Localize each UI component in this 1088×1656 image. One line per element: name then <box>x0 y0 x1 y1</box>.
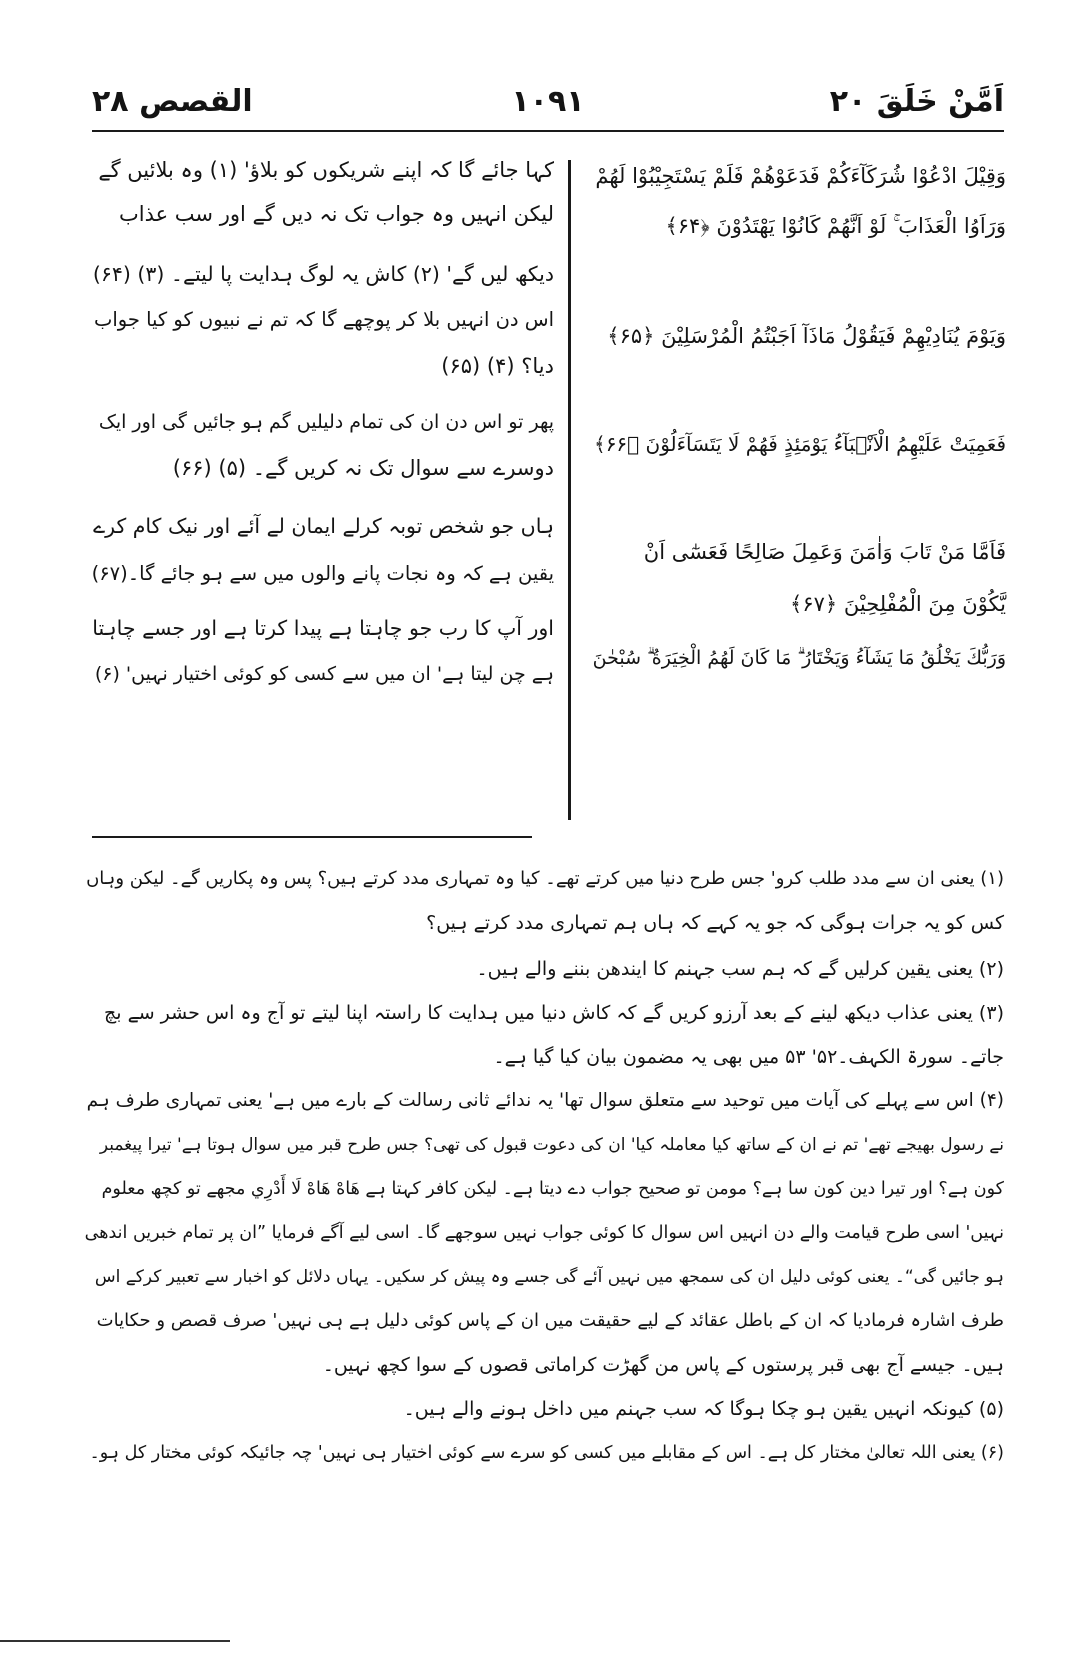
footnote-line: (۴) اس سے پہلے کی آیات میں توحید سے متعلق سوال تھا' یہ ندائے ثانی رسالت کے بارے میں ہے' یعنی تمہاری طرف ہم <box>86 1090 1004 1111</box>
arabic-verse-line: وَرَبُّكَ يَخْلُقُ مَا يَشَآءُ وَيَخْتَارُ ۗ مَا كَانَ لَهُمُ الْخِيَرَةُ ۗ سُبْحٰنَ <box>592 647 1006 669</box>
footnote-line: ہو جائیں گی“۔ یعنی کوئی دلیل ان کی سمجھ میں نہیں آئے گی جسے وہ پیش کر سکیں۔ یہاں دلائل کو اخبار سے تعبیر کرکے اس <box>94 1267 1004 1287</box>
footnote-line: (۳) یعنی عذاب دیکھ لینے کے بعد آرزو کریں گے کہ کاش دنیا میں ہدایت کا راستہ اپنا لیتے تو آج وہ اس حشر سے بچ <box>104 1002 1004 1024</box>
bottom-rule <box>0 1640 230 1642</box>
translation-line: دیکھ لیں گے' (۲) کاش یہ لوگ ہدایت پا لیتے۔ (۳) (۶۴) <box>92 262 554 286</box>
urdu-translation-column <box>92 150 554 750</box>
page-number: ۱۰۹۱ <box>511 84 585 119</box>
translation-line: دیا؟ (۴) (۶۵) <box>441 354 554 378</box>
footnote-line: (۱) یعنی ان سے مدد طلب کرو' جس طرح دنیا میں کرتے تھے۔ کیا وہ تمہاری مدد کرتے ہیں؟ پس وہ پکاریں گے۔ لیکن وہاں <box>86 868 1004 889</box>
footnote-line: کون ہے؟ اور تیرا دین کون سا ہے؟ مومن تو صحیح جواب دے دیتا ہے۔ لیکن کافر کہتا ہے هَاهْ هَاهْ لَا أَدْرِي مجھے تو کچھ معلوم <box>101 1179 1004 1199</box>
arabic-column <box>586 150 1006 730</box>
footnote-line: جاتے۔ سورۃ الکہف۔۵۲' ۵۳ میں بھی یہ مضمون بیان کیا گیا ہے۔ <box>493 1046 1004 1068</box>
arabic-verse-line: وَقِيْلَ ادْعُوْا شُرَكَآءَكُمْ فَدَعَوْهُمْ فَلَمْ يَسْتَجِيْبُوْا لَهُمْ <box>595 164 1006 188</box>
translation-line: ہے چن لیتا ہے' ان میں سے کسی کو کوئی اختیار نہیں' (۶) <box>94 663 554 685</box>
arabic-verse-line: فَعَمِيَتْ عَلَيْهِمُ الْاَنْۢبَآءُ يَوْمَئِذٍ فَهُمْ لَا يَتَسَآءَلُوْنَ ﴿۶۶﴾ <box>593 432 1006 456</box>
footnote-line: نہیں' اسی طرح قیامت والے دن انہیں اس سوال کا کوئی جواب نہیں سوجھے گا۔ اسی لیے آگے فرمایا ”ان پر تمام خبریں اندھی <box>84 1223 1004 1243</box>
arabic-verse-line: فَاَمَّا مَنْ تَابَ وَاٰمَنَ وَعَمِلَ صَالِحًا فَعَسٰٓى اَنْ <box>643 540 1006 564</box>
column-divider <box>568 160 571 820</box>
arabic-verse-line: يَّكُوْنَ مِنَ الْمُفْلِحِيْنَ ﴿۶۷﴾ <box>790 592 1006 616</box>
translation-line: ہاں جو شخص توبہ کرلے ایمان لے آئے اور نیک کام کرے <box>93 514 554 538</box>
para-title: اَمَّنْ خَلَقَ ۲۰ <box>829 84 1004 119</box>
footnote-line: (۵) کیونکہ انہیں یقین ہو چکا ہوگا کہ سب جہنم میں داخل ہونے والے ہیں۔ <box>403 1398 1004 1420</box>
footnote-line: نے رسول بھیجے تھے' تم نے ان کے ساتھ کیا معاملہ کیا' ان کی دعوت قبول کی تھی؟ جس طرح قبر میں سوال ہوتا ہے' تیرا پیغمبر <box>99 1135 1004 1155</box>
translation-line: کہا جائے گا کہ اپنے شریکوں کو بلاؤ' (۱) وہ بلائیں گے <box>98 158 554 182</box>
translation-line: لیکن انہیں وہ جواب تک نہ دیں گے اور سب عذاب <box>118 202 554 226</box>
translation-line: دوسرے سے سوال تک نہ کریں گے۔ (۵) (۶۶) <box>172 456 554 480</box>
footnote-separator <box>92 836 532 838</box>
footnote-line: (۲) یعنی یقین کرلیں گے کہ ہم سب جہنم کا ایندھن بننے والے ہیں۔ <box>476 958 1004 980</box>
footnotes <box>80 860 1004 1580</box>
translation-line: پھر تو اس دن ان کی تمام دلیلیں گم ہو جائیں گی اور ایک <box>98 411 554 433</box>
surah-title: القصص ۲۸ <box>92 84 253 119</box>
header-rule <box>92 130 1004 132</box>
translation-line: اور آپ کا رب جو چاہتا ہے پیدا کرتا ہے اور جسے چاہتا <box>92 616 554 640</box>
page-header <box>92 78 1004 128</box>
arabic-verse-line: وَيَوْمَ يُنَادِيْهِمْ فَيَقُوْلُ مَاذَآ اَجَبْتُمُ الْمُرْسَلِيْنَ ﴿۶۵﴾ <box>607 324 1006 348</box>
translation-line: اس دن انہیں بلا کر پوچھے گا کہ تم نے نبیوں کو کیا جواب <box>93 308 554 331</box>
footnote-line: کس کو یہ جرات ہوگی کہ جو یہ کہے کہ ہاں ہم تمہاری مدد کرتے ہیں؟ <box>426 912 1004 934</box>
translation-line: یقین ہے کہ وہ نجات پانے والوں میں سے ہو جائے گا۔(۶۷) <box>91 562 554 585</box>
arabic-verse-line: وَرَاَوُا الْعَذَابَ ۚ لَوْ اَنَّهُمْ كَانُوْا يَهْتَدُوْنَ ﴿۶۴﴾ <box>665 214 1006 238</box>
footnote-line: ہیں۔ جیسے آج بھی قبر پرستوں کے پاس من گھڑت کراماتی قصوں کے سوا کچھ نہیں۔ <box>322 1354 1004 1376</box>
footnote-line: (۶) یعنی اللہ تعالیٰ مختار کل ہے۔ اس کے مقابلے میں کسی کو سرے سے کوئی اختیار ہی نہیں' چہ جائیکہ کوئی مختار کل ہو۔ <box>89 1443 1004 1463</box>
footnote-line: طرف اشارہ فرمادیا کہ ان کے باطل عقائد کے لیے حقیقت میں ان کے پاس کوئی دلیل ہے ہی نہیں' صرف قصص و حکایات <box>96 1310 1004 1331</box>
